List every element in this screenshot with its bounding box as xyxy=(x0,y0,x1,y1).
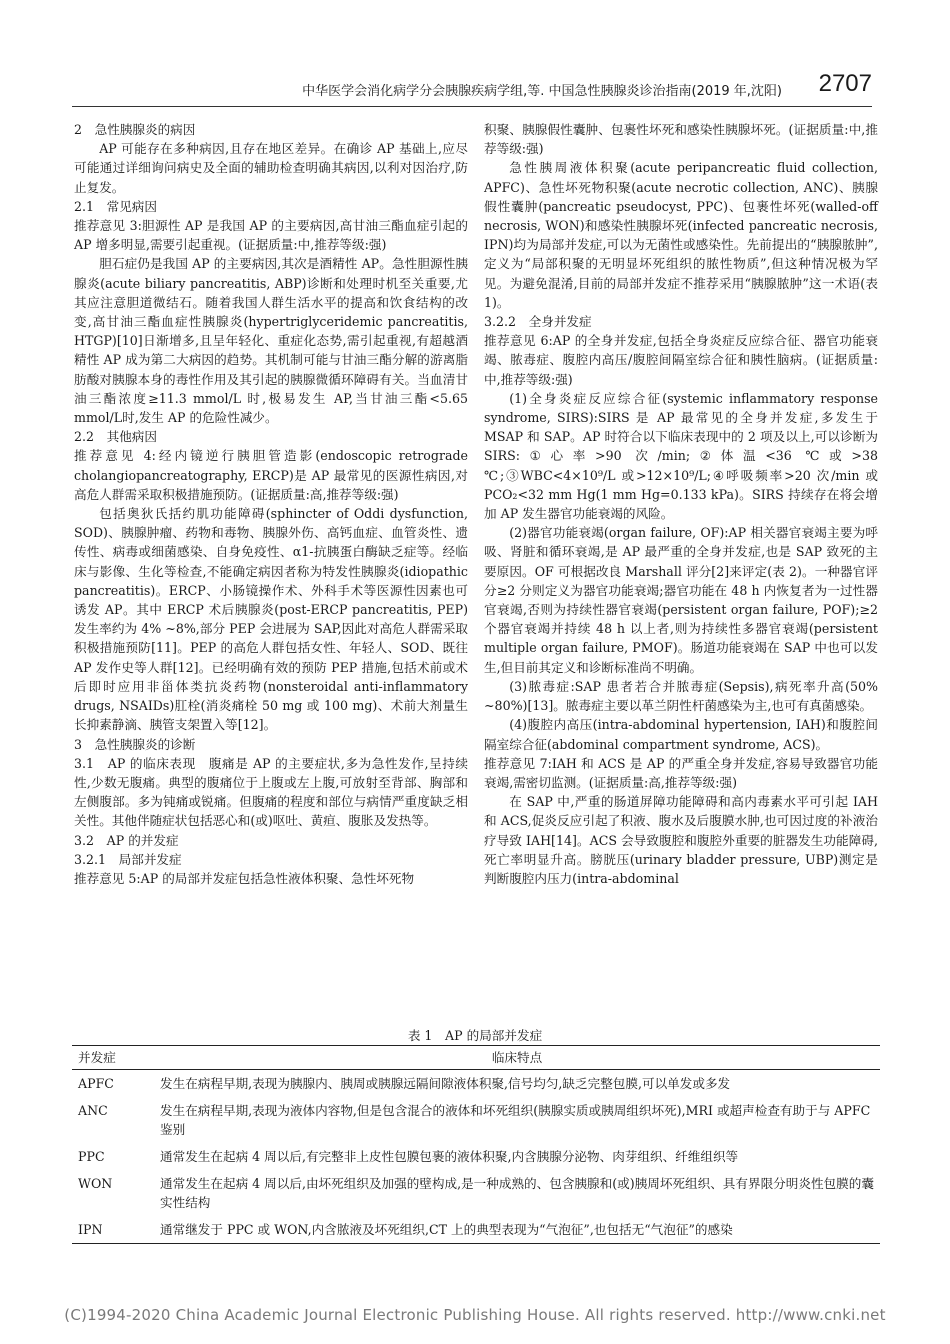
recommendation: 推荐意见 3:胆源性 AP 是我国 AP 的主要病因,高甘油三酯血症引起的 AP 增多明显,需要引起重视。(证据质量:中,推荐等级:强) xyxy=(74,218,468,253)
table-row xyxy=(72,1216,880,1244)
column-header: 并发症 xyxy=(72,1046,154,1070)
recommendation: 推荐意见 5:AP 的局部并发症包括急性液体积聚、急性坏死物 xyxy=(74,870,415,886)
recommendation: 推荐意见 6:AP 的全身并发症,包括全身炎症反应综合征、器官功能衰竭、脓毒症、腹腔内高压/腹腔间隔室综合征和胰性脑病。(证据质量:中,推荐等级:强) xyxy=(484,333,878,387)
header-rule xyxy=(72,106,872,107)
paragraph: (4)腹腔内高压(intra-abdominal hypertension, IAH)和腹腔间隔室综合征(abdominal compartment syndrome, ACS)。 xyxy=(484,717,878,752)
complications-table xyxy=(72,1045,880,1244)
right-column xyxy=(484,120,878,888)
running-title: 中华医学会消化病学分会胰腺疾病学组,等. 中国急性胰腺炎诊治指南(2019 年,沈阳) xyxy=(302,84,782,99)
table-cell: APFC xyxy=(78,1076,114,1091)
table-cell: WON xyxy=(78,1176,113,1191)
table-row xyxy=(72,1070,880,1098)
recommendation: 推荐意见 7:IAH 和 ACS 是 AP 的严重全身并发症,容易导致器官功能衰竭,需密切监测。(证据质量:高,推荐等级:强) xyxy=(484,755,878,790)
table-cell: 发生在病程早期,表现为液体内容物,但是包含混合的液体和坏死组织(胰腺实质或胰周组织坏死),MRI 或超声检查有助于与 APFC 鉴别 xyxy=(160,1103,871,1137)
table-cell: 通常继发于 PPC 或 WON,内含脓液及坏死组织,CT 上的典型表现为“气泡征”,也包括无“气泡征”的感染 xyxy=(154,1216,880,1244)
paragraph: 包括奥狄氏括约肌功能障碍(sphincter of Oddi dysfunction, SOD)、胰腺肿瘤、药物和毒物、胰腺外伤、高钙血症、血管炎性、遗传性、病毒或细菌感染、自身免疫性、α1-抗胰蛋白酶缺乏症等。经临床与影像、生化等检查,不能确定病因者称为特发性胰腺炎(idiopathic pancreatitis)。ERCP、小肠镜操作术、外科手术等医源性因素也可诱发 AP。其中 ERCP 术后胰腺炎(post-ERCP pancreatitis, PEP)发生率约为 4% ~8%,部分 PEP 会进展为 SAP,因此对高危人群需采取积极措施预防[11]。PEP 的高危人群包括女性、年轻人、SOD、既往 AP 发作史等人群[12]。已经明确有效的预防 PEP 措施,包括术前或术后即时应用非甾体类抗炎药物(nonsteroidal anti-inflammatory drugs, NSAIDs)肛栓(消炎痛栓 50 mg 或 100 mg)、术前大剂量生长抑素静滴、胰管支架置入等[12]。 xyxy=(74,506,468,733)
subsection-heading: 2.2 其他病因 xyxy=(74,429,157,445)
recommendation-continued: 积聚、胰腺假性囊肿、包裹性坏死和感染性胰腺坏死。(证据质量:中,推荐等级:强) xyxy=(484,122,878,157)
page-number: 2707 xyxy=(818,70,872,97)
table-cell: ANC xyxy=(78,1103,108,1118)
table-cell: IPN xyxy=(72,1216,154,1244)
page-header xyxy=(72,66,872,106)
subsubsection-heading: 3.2.2 全身并发症 xyxy=(484,314,592,330)
paragraph: 胆石症仍是我国 AP 的主要病因,其次是酒精性 AP。急性胆源性胰腺炎(acute biliary pancreatitis, ABP)诊断和处理时机至关重要,尤其应注意胆道微结石。随着我国人群生活水平的提高和饮食结构的改变,高甘油三酯血症性胰腺炎(hypertriglyceridemic pancreatitis, HTGP)[10]日渐增多,且呈年轻化、重症化态势,需引起重视,有超越酒精性 AP 成为第二大病因的趋势。其机制可能与甘油三酯分解的游离脂肪酸对胰腺本身的毒性作用及其引起的胰腺微循环障碍有关。当血清甘油三酯浓度≥11.3 mmol/L 时,极易发生 AP,当甘油三酯<5.65 mmol/L时,发生 AP 的危险性减少。 xyxy=(74,256,468,426)
table-header-row xyxy=(72,1046,880,1070)
subsubsection-heading: 3.2.1 局部并发症 xyxy=(74,851,182,867)
table-row xyxy=(72,1143,880,1170)
copyright-footer: (C)1994-2020 China Academic Journal Electronic Publishing House. All rights reserved. http://www.cnki.net xyxy=(64,1306,886,1324)
table-row xyxy=(72,1170,880,1216)
table-cell: 通常发生在起病 4 周以后,有完整非上皮性包膜包裹的液体积聚,内含胰腺分泌物、肉芽组织、纤维组织等 xyxy=(160,1149,739,1164)
subsection-heading: 2.1 常见病因 xyxy=(74,198,157,214)
left-column xyxy=(74,120,468,888)
paragraph: (3)脓毒症:SAP 患者若合并脓毒症(Sepsis),病死率升高(50% ~80%)[13]。脓毒症主要以革兰阴性杆菌感染为主,也可有真菌感染。 xyxy=(484,678,878,714)
paragraph: 3.1 AP 的临床表现 腹痛是 AP 的主要症状,多为急性发作,呈持续性,少数无腹痛。典型的腹痛位于上腹或左上腹,可放射至背部、胸部和左侧腹部。多为钝痛或锐痛。但腹痛的程度和部位与病情严重度缺乏相关性。其他伴随症状包括恶心和(或)呕吐、黄疸、腹胀及发热等。 xyxy=(74,755,468,829)
paragraph: (2)器官功能衰竭(organ failure, OF):AP 相关器官衰竭主要为呼吸、肾脏和循环衰竭,是 AP 最严重的全身并发症,也是 SAP 致死的主要原因。OF 可根据改良 Marshall 评分[2]来评定(表 2)。一种器官评分≥2 分则定义为器官功能衰竭;器官功能在 48 h 内恢复者为一过性器官衰竭,否则为持续性器官衰竭(persistent organ failure, POF);≥2 个器官衰竭并持续 48 h 以上者,则为持续性多器官衰竭(persistent multiple organ failure, PMOF)。肠道功能衰竭在 SAP 中也可以发生,但目前其定义和诊断标准尚不明确。 xyxy=(484,525,878,675)
table-caption: 表 1 AP 的局部并发症 xyxy=(407,1028,543,1043)
column-header: 临床特点 xyxy=(154,1046,880,1070)
paragraph: 在 SAP 中,严重的肠道屏障功能障碍和高内毒素水平可引起 IAH 和 ACS,促炎反应引起了积液、腹水及后腹膜水肿,也可因过度的补液治疗导致 IAH[14]。ACS 会导致腹腔和腹腔外重要的脏器发生功能障碍,死亡率明显升高。膀胱压(urinary bladder pressure, UBP)测定是判断腹腔内压力(intra-abdominal xyxy=(484,794,878,886)
paragraph: 急性胰周液体积聚(acute peripancreatic fluid collection, APFC)、急性坏死物积聚(acute necrotic collection, ANC)、胰腺假性囊肿(pancreatic pseudocyst, PPC)、包裹性坏死(walled-off necrosis, WON)和感染性胰腺坏死(infected pancreatic necrosis, IPN)均为局部并发症,可以为无菌性或感染性。先前提出的“胰腺脓肿”,定义为“局部积聚的无明显坏死组织的脓性物质”,但这种情况极为罕见。为避免混淆,目前的局部并发症不推荐采用“胰腺脓肿”这一术语(表 1)。 xyxy=(484,160,878,310)
paragraph: (1)全身炎症反应综合征(systemic inflammatory response syndrome, SIRS):SIRS 是 AP 最常见的全身并发症,多发生于 MSAP 和 SAP。AP 时符合以下临床表现中的 2 项及以上,可以诊断为 SIRS:①心率>90 次/min;②体温<36 ℃或>38 ℃;③WBC<4×10⁹/L 或>12×10⁹/L;④呼吸频率>20 次/min 或 PCO₂<32 mm Hg(1 mm Hg=0.133 kPa)。SIRS 持续存在将会增加 AP 发生器官功能衰竭的风险。 xyxy=(484,390,878,522)
recommendation: 推荐意见 4:经内镜逆行胰胆管造影(endoscopic retrograde cholangiopancreatography, ERCP)是 AP 最常见的医源性病因,对高危人群需采取积极措施预防。(证据质量:高,推荐等级:强) xyxy=(74,448,468,502)
table-cell: 通常发生在起病 4 周以后,由坏死组织及加强的壁构成,是一种成熟的、包含胰腺和(或)胰周坏死组织、具有界限分明炎性包膜的囊实性结构 xyxy=(160,1176,874,1210)
table-row xyxy=(72,1097,880,1143)
section-heading: 2 急性胰腺炎的病因 xyxy=(74,122,196,137)
paragraph: AP 可能存在多种病因,且存在地区差异。在确诊 AP 基础上,应尽可能通过详细询问病史及全面的辅助检查明确其病因,以利对因治疗,防止复发。 xyxy=(74,141,468,195)
table-cell: PPC xyxy=(78,1149,105,1164)
subsection-heading: 3.2 AP 的并发症 xyxy=(74,832,179,848)
table-cell: 发生在病程早期,表现为胰腺内、胰周或胰腺远隔间隙液体积聚,信号均匀,缺乏完整包膜,可以单发或多发 xyxy=(160,1076,731,1091)
section-heading: 3 急性胰腺炎的诊断 xyxy=(74,736,196,752)
